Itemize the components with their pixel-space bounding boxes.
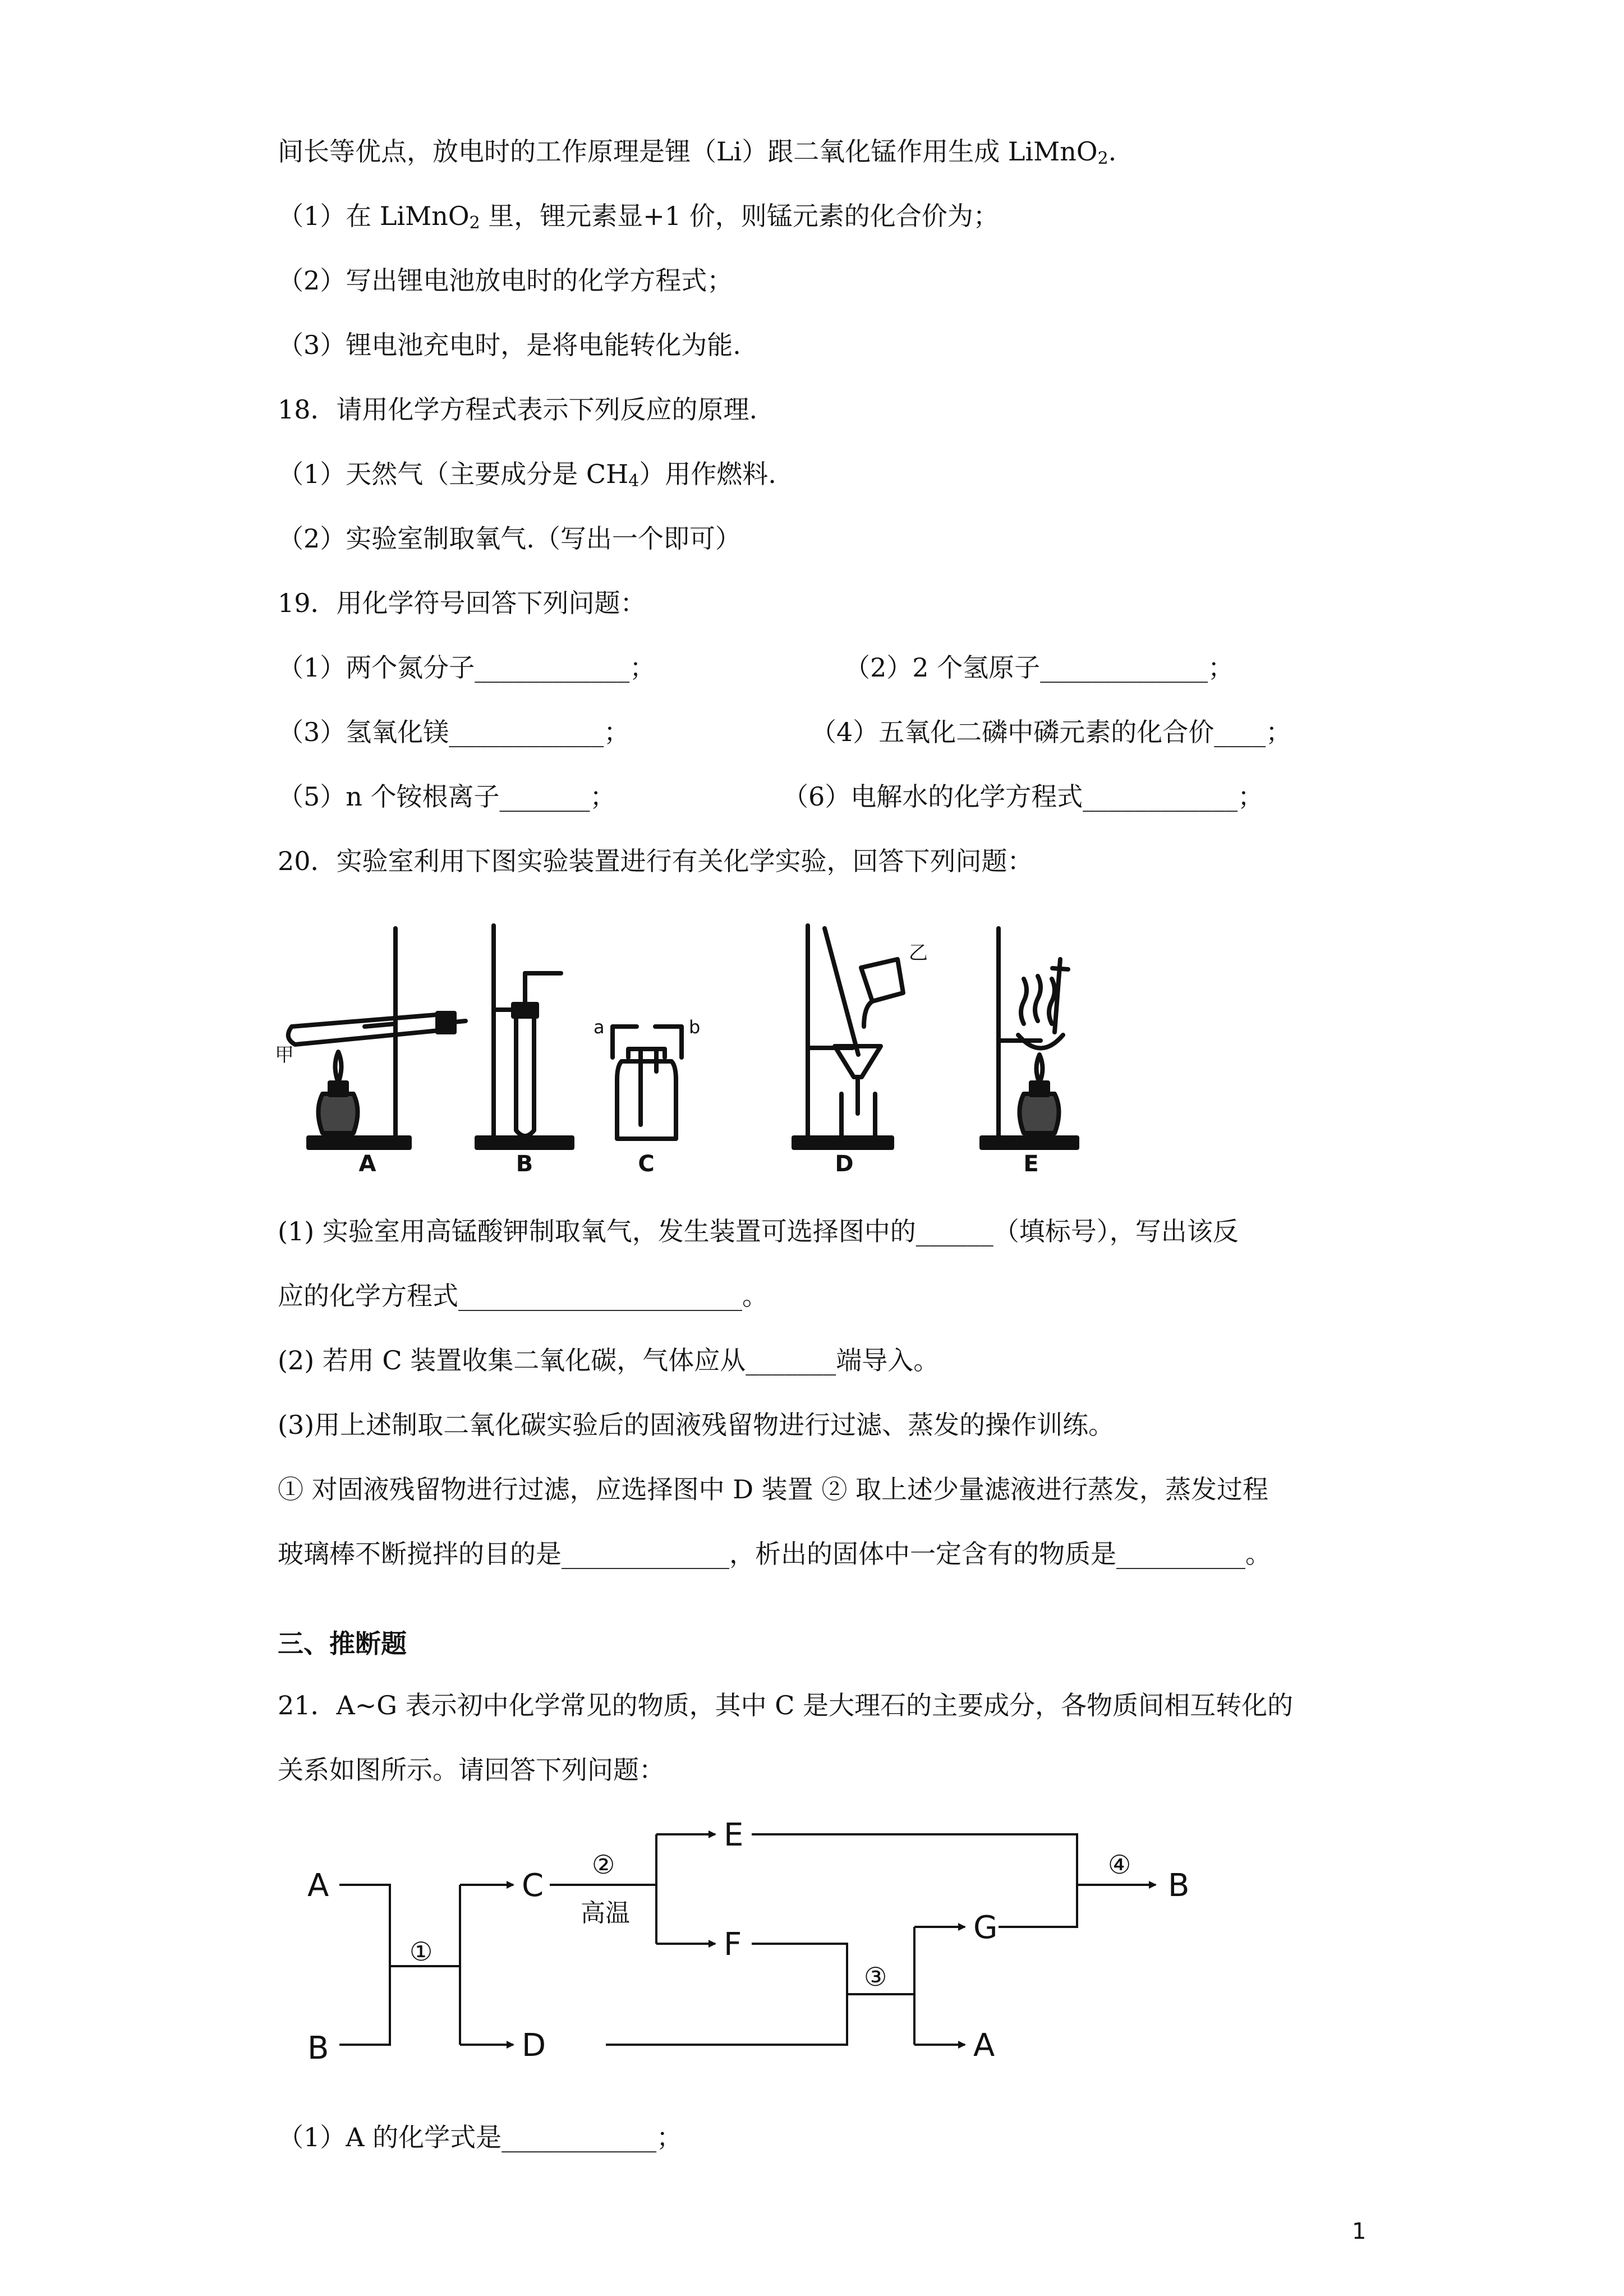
q21-part1: （1）A 的化学式是____________； — [278, 2122, 683, 2152]
label-apparatus-e: E — [1023, 1151, 1039, 1177]
q19-part6: （6）电解水的化学方程式____________； — [783, 781, 1264, 812]
node-g: G — [973, 1910, 998, 1946]
label-apparatus-d: D — [835, 1151, 854, 1177]
q21-stem-line1: 21．A~G 表示初中化学常见的物质，其中 C 是大理石的主要成分，各物质间相互转化的 — [278, 1690, 1294, 1720]
step-3-label: ③ — [864, 1962, 887, 1992]
step-4-label: ④ — [1108, 1849, 1131, 1880]
q17-part2: （2）写出锂电池放电时的化学方程式； — [278, 265, 733, 296]
label-jia: 甲 — [275, 1044, 294, 1066]
q20-stem: 20．实验室利用下图实验装置进行有关化学实验，回答下列问题： — [278, 846, 1033, 876]
node-d: D — [522, 2027, 546, 2064]
q18-part2: （2）实验室制取氧气.（写出一个即可） — [278, 523, 741, 554]
q19-part4: （4）五氧化二磷中磷元素的化合价____； — [811, 717, 1292, 747]
q20-part2: (2) 若用 C 装置收集二氧化碳，气体应从_______端导入。 — [278, 1345, 940, 1375]
q19-part3: （3）氢氧化镁____________； — [278, 717, 630, 747]
apparatus-b — [477, 926, 572, 1148]
q17-part1: （1）在 LiMnO$_2$ 里，锂元素显+1 价，则锰元素的化合价为； — [278, 201, 999, 233]
label-a: a — [594, 1016, 605, 1038]
node-c: C — [522, 1867, 544, 1904]
step-1-label: ① — [410, 1936, 433, 1967]
q17-part3: （3）锂电池充电时，是将电能转化为能. — [278, 330, 741, 360]
conversion-diagram — [280, 1812, 1245, 2081]
condition-label: 高温 — [581, 1899, 630, 1927]
label-apparatus-c: C — [638, 1151, 655, 1177]
node-b-right: B — [1168, 1867, 1190, 1904]
node-a-top: A — [307, 1867, 329, 1904]
q18-part1: （1）天然气（主要成分是 $CH_4$）用作燃料. — [278, 459, 776, 491]
label-apparatus-a: A — [358, 1151, 376, 1177]
q19-part1: （1）两个氮分子____________； — [278, 652, 656, 683]
q20-part1-line1: (1) 实验室用高锰酸钾制取氧气，发生装置可选择图中的______（填标号），写出该反 — [278, 1216, 1239, 1246]
apparatus-figure — [269, 914, 1257, 1178]
q20-part3: (3)用上述制取二氧化碳实验后的固液残留物进行过滤、蒸发的操作训练。 — [278, 1410, 1115, 1440]
apparatus-c — [613, 1027, 682, 1139]
q21-stem-line2: 关系如图所示。请回答下列问题： — [278, 1755, 665, 1785]
section-title: 三、推断题 — [278, 1628, 407, 1659]
q19-part5: （5）n 个铵根离子_______； — [278, 781, 616, 812]
q17-intro-line: 间长等优点，放电时的工作原理是锂（Li）跟二氧化锰作用生成 LiMnO$_2$. — [278, 136, 1117, 168]
q20-part3-line1: ① 对固液残留物进行过滤，应选择图中 D 装置 ② 取上述少量滤液进行蒸发，蒸发过程 — [278, 1474, 1268, 1504]
apparatus-d — [794, 926, 903, 1148]
q18-stem: 18．请用化学方程式表示下列反应的原理. — [278, 394, 758, 425]
node-a-bottom: A — [973, 2027, 995, 2064]
apparatus-e — [982, 928, 1077, 1148]
label-apparatus-b: B — [516, 1151, 533, 1177]
q20-part1-line2: 应的化学方程式______________________。 — [278, 1281, 768, 1311]
node-f: F — [724, 1926, 742, 1963]
q19-stem: 19．用化学符号回答下列问题： — [278, 588, 646, 618]
node-b-left: B — [307, 2030, 329, 2067]
step-2-label: ② — [592, 1849, 615, 1880]
q19-part2: （2）2 个氢原子_____________； — [844, 652, 1234, 683]
q20-part3-line2: 玻璃棒不断搅拌的目的是_____________，析出的固体中一定含有的物质是__________。 — [278, 1539, 1271, 1569]
label-b: b — [689, 1016, 701, 1038]
page-number: 1 — [1352, 2219, 1367, 2244]
apparatus-a — [288, 928, 466, 1148]
label-yi: 乙 — [909, 942, 928, 964]
node-e: E — [724, 1817, 744, 1853]
